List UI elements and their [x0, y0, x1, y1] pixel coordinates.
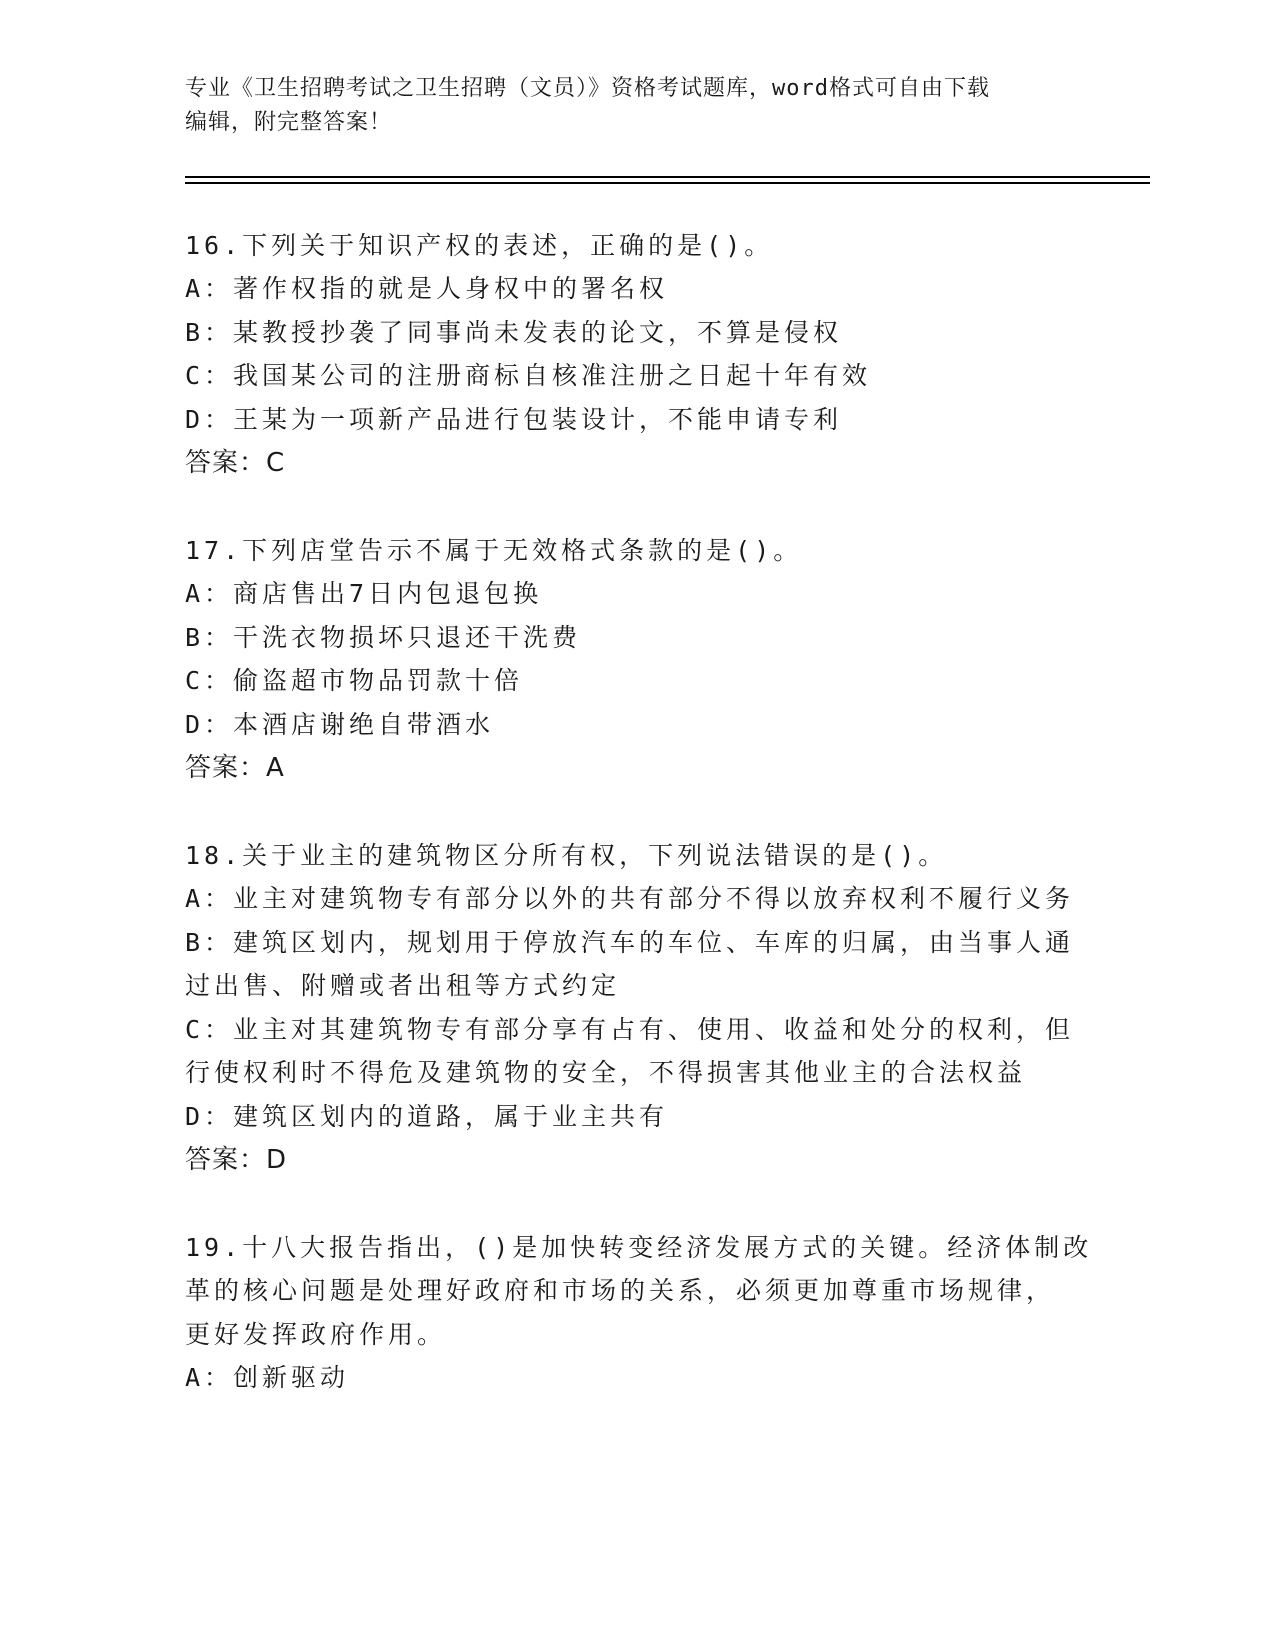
- question-17-stem: 17.下列店堂告示不属于无效格式条款的是()。: [185, 536, 803, 565]
- header-line-1: 专业《卫生招聘考试之卫生招聘（文员）》资格考试题库，word格式可自由下载: [185, 76, 990, 101]
- question-18-option-b: B：建筑区划内，规划用于停放汽车的车位、车库的归属，由当事人通: [185, 928, 1075, 957]
- question-18-option-c: C：业主对其建筑物专有部分享有占有、使用、收益和处分的权利，但: [185, 1015, 1075, 1044]
- question-16-option-c: C：我国某公司的注册商标自核准注册之日起十年有效: [185, 361, 872, 390]
- question-16-option-d: D：王某为一项新产品进行包装设计，不能申请专利: [185, 405, 843, 434]
- header-divider-bottom: [185, 182, 1150, 184]
- question-18-option-a: A：业主对建筑物专有部分以外的共有部分不得以放弃权利不履行义务: [185, 884, 1075, 913]
- header-divider-top: [185, 176, 1150, 178]
- question-18-stem: 18.关于业主的建筑物区分所有权，下列说法错误的是()。: [185, 841, 948, 870]
- question-18-option-c-cont: 行使权利时不得危及建筑物的安全，不得损害其他业主的合法权益: [185, 1058, 1027, 1087]
- question-16-option-a: A：著作权指的就是人身权中的署名权: [185, 274, 669, 303]
- question-16-stem: 16.下列关于知识产权的表述，正确的是()。: [185, 231, 774, 260]
- document-header: [185, 72, 1085, 140]
- question-16-option-b: B：某教授抄袭了同事尚未发表的论文，不算是侵权: [185, 318, 843, 347]
- question-17-option-c: C：偷盗超市物品罚款十倍: [185, 666, 524, 695]
- question-17-option-b: B：干洗衣物损坏只退还干洗费: [185, 623, 582, 652]
- question-17-option-a: A：商店售出7日内包退包换: [185, 579, 543, 608]
- question-19-stem: 19.十八大报告指出，()是加快转变经济发展方式的关键。经济体制改: [185, 1233, 1093, 1262]
- question-19-option-a: A：创新驱动: [185, 1363, 350, 1392]
- question-17-answer: 答案：A: [185, 753, 285, 783]
- header-line-2: 编辑，附完整答案！: [185, 110, 393, 135]
- question-18-answer: 答案：D: [185, 1145, 288, 1175]
- question-16-answer: 答案：C: [185, 448, 286, 478]
- question-18-option-b-cont: 过出售、附赠或者出租等方式约定: [185, 971, 621, 1000]
- question-19-stem-cont-1: 革的核心问题是处理好政府和市场的关系，必须更加尊重市场规律，: [185, 1276, 1056, 1305]
- question-18-option-d: D：建筑区划内的道路，属于业主共有: [185, 1102, 669, 1131]
- question-19-stem-cont-2: 更好发挥政府作用。: [185, 1320, 447, 1349]
- question-17-option-d: D：本酒店谢绝自带酒水: [185, 710, 495, 739]
